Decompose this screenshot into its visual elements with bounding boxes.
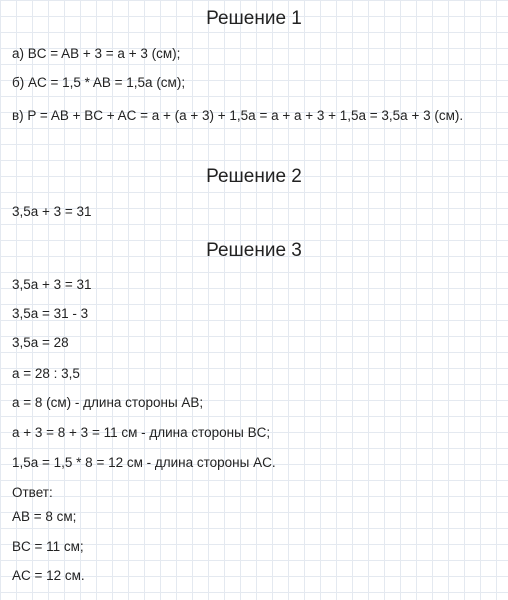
answer-label: Ответ: [12,485,53,500]
answer-line-ab: AB = 8 см; [12,509,77,524]
answer-line-ac: AC = 12 см. [12,568,85,583]
solution-1-line-a: а) BC = AB + 3 = a + 3 (см); [12,46,181,61]
solution-3-line: a = 28 : 3,5 [12,366,80,381]
solution-1-heading: Решение 1 [206,8,302,29]
solution-3-line: 3,5a = 31 - 3 [12,306,89,321]
solution-3-line: 1,5a = 1,5 * 8 = 12 см - длина стороны AC. [12,455,276,470]
solution-3-line: 3,5a = 28 [12,335,69,350]
solution-2-heading: Решение 2 [206,166,302,187]
solution-1-line-b: б) AC = 1,5 * AB = 1,5a (см); [12,75,186,90]
solution-3-line: a + 3 = 8 + 3 = 11 см - длина стороны BC; [12,425,271,440]
answer-line-bc: BC = 11 см; [12,539,84,554]
solution-3-line: 3,5a + 3 = 31 [12,277,92,292]
solution-2-line: 3,5a + 3 = 31 [12,204,92,219]
solution-3-heading: Решение 3 [206,240,302,261]
solution-3-line: a = 8 (см) - длина стороны AB; [12,395,204,410]
solution-1-line-c: в) P = AB + BC + AC = a + (a + 3) + 1,5a = a + a + 3 + 1,5a = 3,5a + 3 (см). [12,108,464,123]
